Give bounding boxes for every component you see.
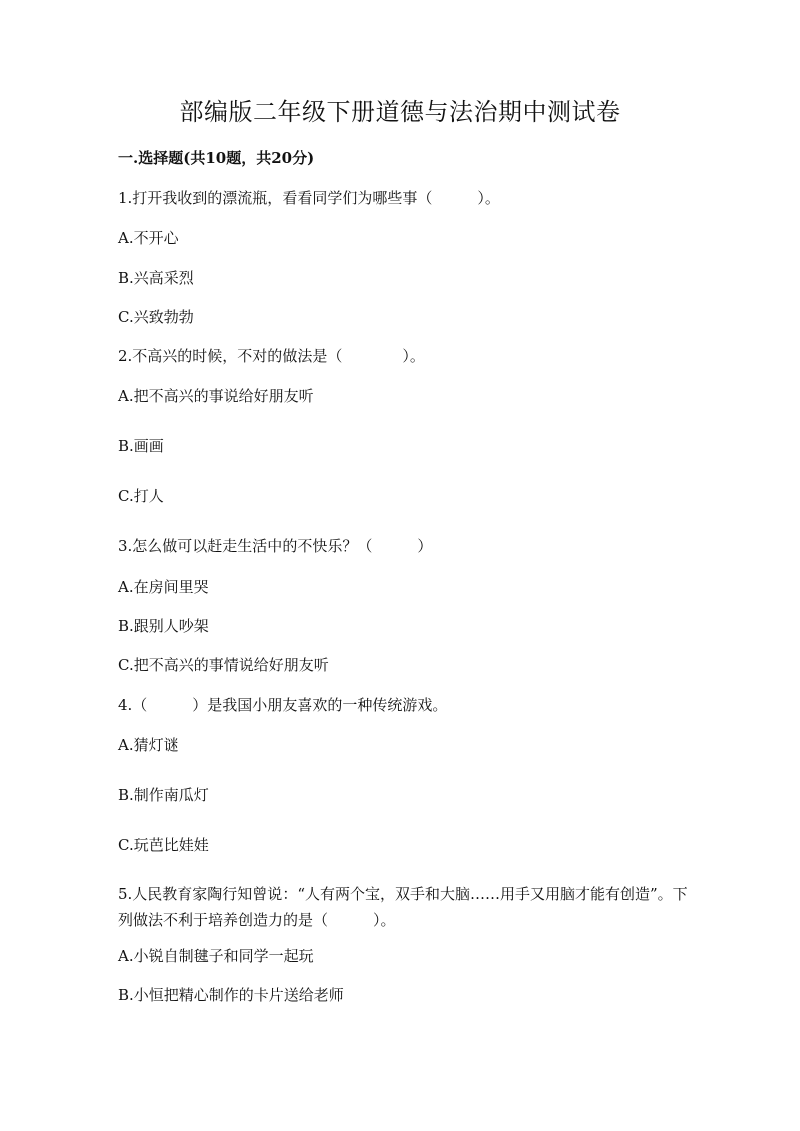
question-2-option-b: B.画画 [118, 437, 164, 455]
question-4-option-b: B.制作南瓜灯 [118, 786, 209, 804]
question-1-option-b: B.兴高采烈 [118, 269, 194, 287]
question-stem-4: 4.（ ）是我国小朋友喜欢的一种传统游戏。 [118, 696, 448, 714]
question-1-option-a: A.不开心 [118, 229, 179, 247]
question-2-option-a: A.把不高兴的事说给好朋友听 [118, 387, 314, 405]
question-2-option-c: C.打人 [118, 487, 164, 505]
question-3-option-b: B.跟别人吵架 [118, 617, 209, 635]
question-3-option-c: C.把不高兴的事情说给好朋友听 [118, 656, 329, 674]
question-5-option-b: B.小恒把精心制作的卡片送给老师 [118, 986, 344, 1004]
question-3-option-a: A.在房间里哭 [118, 578, 209, 596]
section-heading: 一.选择题(共10题，共20分) [118, 149, 315, 167]
question-4-option-c: C.玩芭比娃娃 [118, 836, 209, 854]
question-5-option-a: A.小锐自制毽子和同学一起玩 [118, 947, 314, 965]
page-title: 部编版二年级下册道德与法治期中测试卷 [179, 98, 621, 126]
question-stem-3: 3.怎么做可以赶走生活中的不快乐？（ ） [118, 537, 433, 555]
question-stem-2: 2.不高兴的时候，不对的做法是（ ）。 [118, 347, 425, 365]
question-stem-1: 1.打开我收到的漂流瓶，看看同学们为哪些事（ ）。 [118, 189, 500, 207]
question-4-option-a: A.猜灯谜 [118, 736, 179, 754]
question-1-option-c: C.兴致勃勃 [118, 308, 194, 326]
question-stem-5: 5.人民教育家陶行知曾说：“人有两个宝，双手和大脑……用手又用脑才能有创造”。下列做法不利于培养创造力的是（ ）。 [118, 885, 688, 929]
